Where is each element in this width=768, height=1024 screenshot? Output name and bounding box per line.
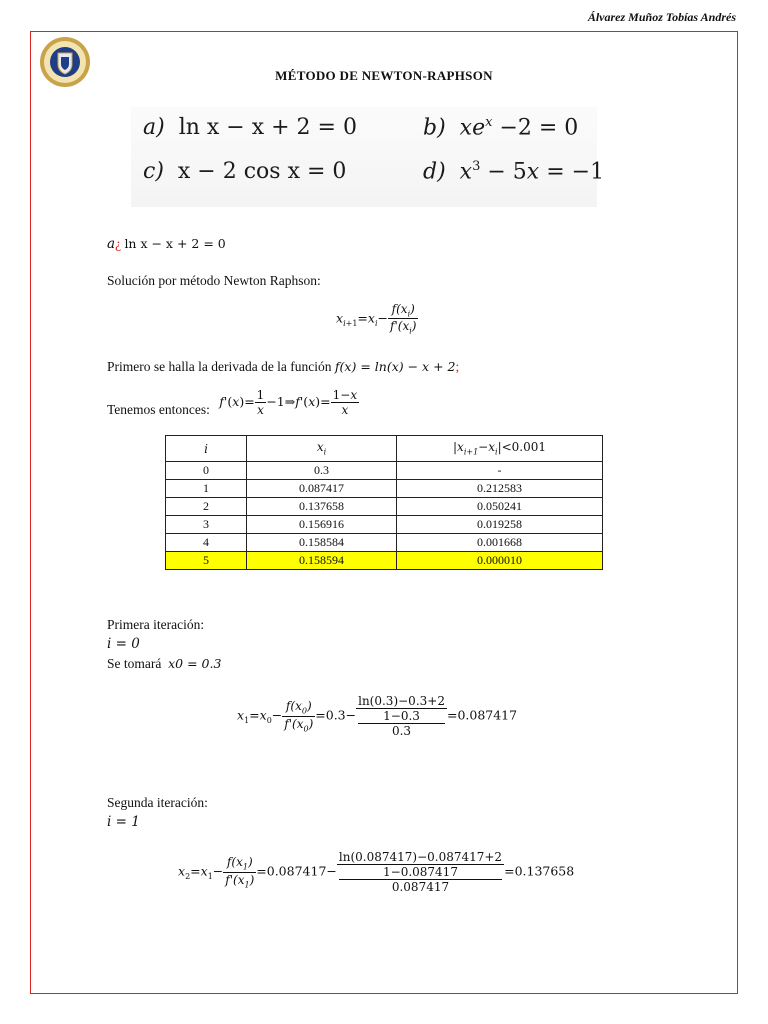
header-xi: $x_i$ <box>247 436 397 462</box>
derivative-intro: Primero se halla la derivada de la función f(x) = ln(x) − x + 2; <box>107 359 460 374</box>
table-row: 0 0.3 - <box>166 462 603 480</box>
exercise-b: b) $xe^x -2 = 0$ <box>423 115 579 141</box>
table-row: 4 0.158584 0.001668 <box>166 534 603 552</box>
iter1-formula: $x_1=x_0-$ $\frac{f(x_0)}{f'(x_0)}$ =0.3− ln(0.3)−0.3+2 1−0.3 0.3 =0.087417 <box>237 694 518 738</box>
exercise-list-image <box>131 107 605 207</box>
iter1-index: i = 0 <box>107 636 140 652</box>
table-row: 3 0.156916 0.019258 <box>166 516 603 534</box>
exercise-a: a) ln x − x + 2 = 0 <box>143 115 357 140</box>
part-a-heading: a¿ ln x − x + 2 = 0 <box>107 236 226 252</box>
exercise-d: d) $x^3 - 5x = -1$ <box>423 159 605 185</box>
iteration-table <box>165 435 603 570</box>
function-definition: f(x) = ln(x) − x + 2 <box>334 359 456 374</box>
iter2-heading: Segunda iteración: <box>107 795 208 810</box>
iter2-formula: $x_2=x_1-$ $\frac{f(x_1)}{f'(x_1)}$ =0.087417− ln(0.087417)−0.087417+2 1−0.087417 0.087417 =0.137658 <box>178 850 575 894</box>
header-i: i <box>166 436 247 462</box>
iter2-index: i = 1 <box>107 814 140 830</box>
newton-raphson-formula: $x_{i+1}=x_i-$ $\frac{f(x_i)}{f'(x_i)}$ <box>336 302 417 336</box>
solution-intro: Solución por método Newton Raphson: <box>107 273 321 288</box>
derivative-line: Tenemos entonces: f'(x)= $\frac{1}{x}$ −1⇒f'(x)= $\frac{1-x}{x}$ <box>107 388 358 417</box>
table-row: 2 0.137658 0.050241 <box>166 498 603 516</box>
header-error: $|x_{i+1}-x_i|<0.001$ <box>397 436 603 462</box>
table-header-row <box>166 436 603 462</box>
exercise-c: c) x − 2 cos x = 0 <box>143 159 347 184</box>
table-row: 1 0.087417 0.212583 <box>166 480 603 498</box>
iter1-initial: Se tomará x0 = 0.3 <box>107 656 222 671</box>
table-row-highlighted: 5 0.158594 0.000010 <box>166 552 603 570</box>
page-title: MÉTODO DE NEWTON-RAPHSON <box>275 68 493 83</box>
iter1-heading: Primera iteración: <box>107 617 205 632</box>
author-name: Álvarez Muñoz Tobías Andrés <box>587 10 736 24</box>
